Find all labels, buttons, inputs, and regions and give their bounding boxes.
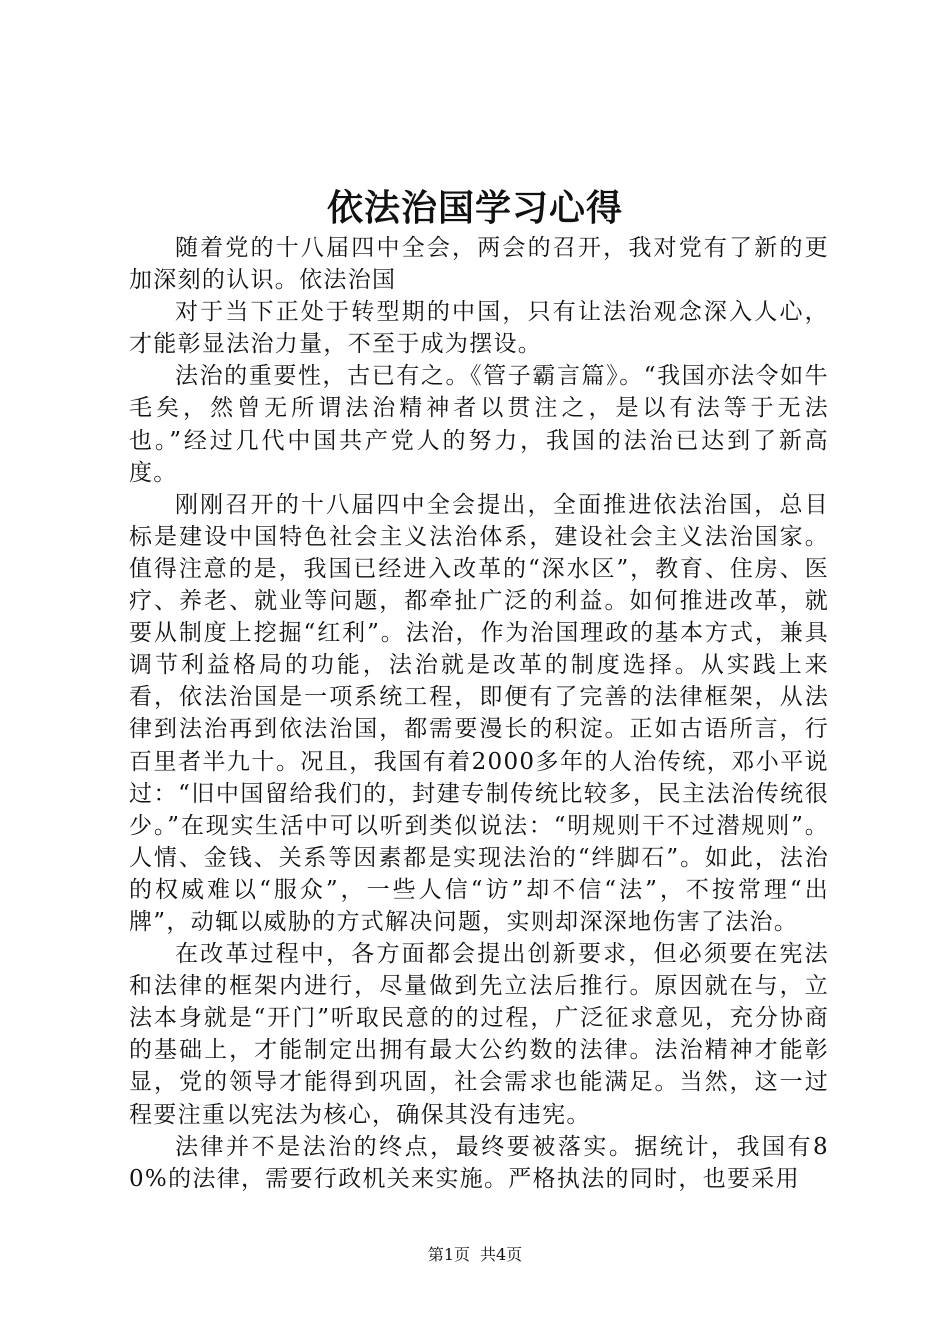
paragraph-6: 法律并不是法治的终点，最终要被落实。据统计，我国有80%的法律，需要行政机关来实施。严格执法的同时，也要采用: [129, 1133, 829, 1192]
paragraph-1: 随着党的十八届四中全会，两会的召开，我对党有了新的更加深刻的认识。依法治国: [129, 235, 829, 294]
paragraph-3: 法治的重要性，古已有之。《管子霸言篇》。“我国亦法令如牛毛矣，然曾无所谓法治精神者以贯注之，是以有法等于无法也。”经过几代中国共产党人的努力，我国的法治已达到了新高度。: [129, 363, 829, 486]
document-title: 依法治国学习心得: [326, 187, 623, 229]
document-body: [129, 232, 829, 1195]
paragraph-5: 在改革过程中，各方面都会提出创新要求，但必须要在宪法和法律的框架内进行，尽量做到先立法后推行。原因就在与，立法本身就是“开门”听取民意的的过程，广泛征求意见，充分协商的基础上，才能制定出拥有最大公约数的法律。法治精神才能彰显，党的领导才能得到巩固，社会需求也能满足。当然，这一过程要注重以宪法为核心，确保其没有违宪。: [129, 941, 829, 1128]
page-total: 共4页: [480, 1245, 523, 1264]
page-footer: [0, 1244, 950, 1266]
paragraph-4: 刚刚召开的十八届四中全会提出，全面推进依法治国，总目标是建设中国特色社会主义法治体系，建设社会主义法治国家。值得注意的是，我国已经进入改革的“深水区”，教育、住房、医疗、养老、就业等问题，都牵扯广泛的利益。如何推进改革，就要从制度上挖掘“红利”。法治，作为治国理政的基本方式，兼具调节利益格局的功能，法治就是改革的制度选择。从实践上来看，依法治国是一项系统工程，即便有了完善的法律框架，从法律到法治再到依法治国，都需要漫长的积淀。正如古语所言，行百里者半九十。况且，我国有着2000多年的人治传统，邓小平说过：“旧中国留给我们的，封建专制传统比较多，民主法治传统很少。”在现实生活中可以听到类似说法：“明规则干不过潜规则”。人情、金钱、关系等因素都是实现法治的“绊脚石”。如此，法治的权威难以“服众”，一些人信“访”却不信“法”，不按常理“出牌”，动辄以威胁的方式解决问题，实则却深深地伤害了法治。: [129, 491, 829, 935]
paragraph-2: 对于当下正处于转型期的中国，只有让法治观念深入人心，才能彰显法治力量，不至于成为摆设。: [129, 299, 829, 358]
page-number: 第1页: [427, 1245, 470, 1264]
